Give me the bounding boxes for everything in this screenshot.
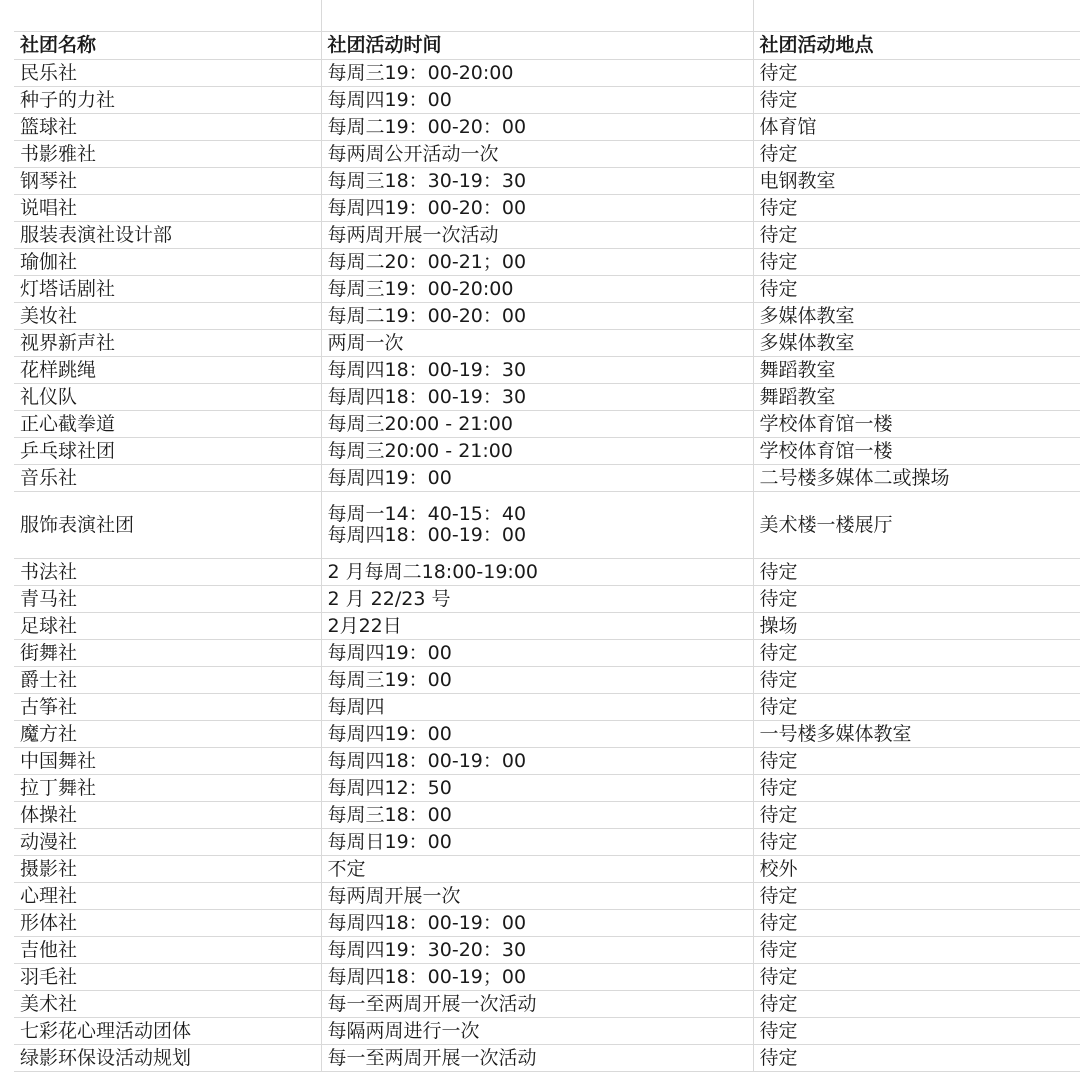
cell-activity-place[interactable]: 待定 [753,829,1080,856]
cell-activity-place[interactable]: 学校体育馆一楼 [753,411,1080,438]
time-line: 每周二19：00-20：00 [327,304,527,327]
time-line: 2 月 22/23 号 [327,587,451,610]
time-line: 每周四19：00 [327,722,452,745]
cell-club-name[interactable]: 形体社 [14,910,321,937]
time-line: 每周三19：00 [327,668,452,691]
cell-activity-place[interactable]: 待定 [753,60,1080,87]
cell-activity-time[interactable] [321,856,753,883]
time-line: 每周四18：00-19：30 [327,385,527,408]
table-row [14,802,1080,829]
cell-activity-place[interactable]: 校外 [753,856,1080,883]
time-line: 每周四19：00 [327,88,452,111]
column-divider [753,0,754,31]
cell-club-name[interactable]: 动漫社 [14,829,321,856]
table-row [14,222,1080,249]
cell-activity-place[interactable]: 体育馆 [753,114,1080,141]
cell-club-name[interactable]: 古筝社 [14,694,321,721]
cell-activity-place[interactable]: 一号楼多媒体教室 [753,721,1080,748]
table-row [14,411,1080,438]
time-line: 每两周公开活动一次 [327,142,499,165]
table-row [14,60,1080,87]
header-activity-place[interactable]: 社团活动地点 [753,32,1080,60]
cell-club-name[interactable]: 羽毛社 [14,964,321,991]
time-line: 2 月每周二18:00-19:00 [327,560,538,583]
cell-activity-place[interactable]: 操场 [753,613,1080,640]
cell-activity-place[interactable]: 二号楼多媒体二或操场 [753,465,1080,492]
time-line: 每周日19：00 [327,830,452,853]
table-row [14,613,1080,640]
cell-activity-time[interactable] [321,276,753,303]
cell-activity-place[interactable]: 待定 [753,775,1080,802]
table-row [14,586,1080,613]
cell-club-name[interactable]: 视界新声社 [14,330,321,357]
cell-activity-place[interactable]: 学校体育馆一楼 [753,438,1080,465]
cell-club-name[interactable]: 青马社 [14,586,321,613]
cell-activity-place[interactable]: 待定 [753,640,1080,667]
time-line: 每周四18：00-19：00 [327,749,527,772]
cell-club-name[interactable]: 中国舞社 [14,748,321,775]
time-line: 每周四18：00-19：00 [327,524,527,546]
cell-activity-time[interactable] [321,222,753,249]
cell-activity-time[interactable] [321,802,753,829]
table-row [14,883,1080,910]
table-row [14,640,1080,667]
cell-club-name[interactable]: 篮球社 [14,114,321,141]
time-line: 每周四19：00 [327,641,452,664]
table-row [14,559,1080,586]
time-line: 每周四18：00-19：30 [327,358,527,381]
time-line: 不定 [327,857,366,880]
cell-club-name[interactable]: 服装表演社设计部 [14,222,321,249]
time-line: 每周四19：30-20：30 [327,938,527,961]
table-row [14,1018,1080,1045]
table-row [14,303,1080,330]
table-row [14,667,1080,694]
time-line: 每周二20：00-21；00 [327,250,527,273]
cell-activity-place[interactable]: 多媒体教室 [753,303,1080,330]
cell-club-name[interactable]: 种子的力社 [14,87,321,114]
table-row [14,87,1080,114]
cell-activity-time[interactable] [321,829,753,856]
cell-activity-time[interactable] [321,168,753,195]
cell-activity-time[interactable] [321,748,753,775]
cell-activity-place[interactable]: 待定 [753,694,1080,721]
cell-activity-time[interactable] [321,114,753,141]
table-row [14,384,1080,411]
time-line: 每周三20:00 - 21:00 [327,412,513,435]
cell-club-name[interactable]: 爵士社 [14,667,321,694]
table-row [14,168,1080,195]
blank-top-row [0,0,1080,31]
table-row [14,721,1080,748]
cell-activity-time[interactable] [321,721,753,748]
cell-activity-place[interactable]: 待定 [753,87,1080,114]
time-line: 每周四18：00-19；00 [327,965,527,988]
cell-activity-time[interactable] [321,1018,753,1045]
table-row [14,357,1080,384]
header-activity-time[interactable]: 社团活动时间 [321,32,753,60]
cell-activity-time[interactable] [321,964,753,991]
table-row [14,910,1080,937]
table-row [14,492,1080,559]
cell-activity-time[interactable] [321,991,753,1018]
cell-club-name[interactable]: 说唱社 [14,195,321,222]
cell-club-name[interactable]: 街舞社 [14,640,321,667]
time-line: 每周四19：00 [327,466,452,489]
cell-club-name[interactable]: 音乐社 [14,465,321,492]
time-line: 每周二19：00-20：00 [327,115,527,138]
cell-club-name[interactable]: 心理社 [14,883,321,910]
cell-activity-time[interactable] [321,195,753,222]
cell-activity-time[interactable] [321,60,753,87]
table-row [14,1045,1080,1072]
time-line: 每周一14：40-15：40 [327,503,527,525]
cell-activity-place[interactable]: 待定 [753,910,1080,937]
cell-club-name[interactable]: 民乐社 [14,60,321,87]
time-line: 每隔两周进行一次 [327,1019,480,1042]
table-row [14,465,1080,492]
table-row [14,856,1080,883]
table-row [14,114,1080,141]
table-row [14,195,1080,222]
time-line: 2月22日 [327,614,402,637]
time-line: 两周一次 [327,331,404,354]
cell-club-name[interactable]: 书影雅社 [14,141,321,168]
cell-activity-time[interactable] [321,87,753,114]
cell-activity-place[interactable]: 待定 [753,276,1080,303]
cell-activity-time[interactable] [321,438,753,465]
cell-activity-place[interactable]: 待定 [753,883,1080,910]
time-line: 每两周开展一次活动 [327,223,499,246]
cell-activity-place[interactable]: 待定 [753,222,1080,249]
table-row [14,330,1080,357]
cell-activity-place[interactable]: 电钢教室 [753,168,1080,195]
cell-activity-place[interactable]: 待定 [753,195,1080,222]
cell-club-name[interactable]: 七彩花心理活动团体 [14,1018,321,1045]
cell-club-name[interactable]: 美妆社 [14,303,321,330]
club-schedule-table [14,31,1080,1072]
cell-club-name[interactable]: 礼仪队 [14,384,321,411]
cell-club-name[interactable]: 书法社 [14,559,321,586]
table-row [14,276,1080,303]
cell-activity-place[interactable]: 待定 [753,964,1080,991]
cell-activity-place[interactable]: 待定 [753,1045,1080,1072]
cell-activity-place[interactable]: 美术楼一楼展厅 [753,492,1080,559]
cell-activity-time[interactable] [321,303,753,330]
cell-activity-time[interactable] [321,330,753,357]
cell-activity-time[interactable] [321,586,753,613]
cell-club-name[interactable]: 服饰表演社团 [14,492,321,559]
time-line: 每一至两周开展一次活动 [327,992,537,1015]
time-line: 每周四18：00-19：00 [327,911,527,934]
header-row [14,32,1080,60]
cell-activity-time[interactable] [321,465,753,492]
cell-club-name[interactable]: 绿影环保设活动规划 [14,1045,321,1072]
cell-activity-time[interactable] [321,1045,753,1072]
time-line: 每周三20:00 - 21:00 [327,439,513,462]
cell-activity-place[interactable]: 待定 [753,249,1080,276]
cell-club-name[interactable]: 魔方社 [14,721,321,748]
cell-club-name[interactable]: 体操社 [14,802,321,829]
cell-activity-place[interactable]: 待定 [753,802,1080,829]
table-row [14,748,1080,775]
cell-activity-time[interactable] [321,694,753,721]
cell-activity-place[interactable]: 待定 [753,1018,1080,1045]
cell-activity-time[interactable] [321,384,753,411]
cell-activity-place[interactable]: 待定 [753,141,1080,168]
time-line: 每周四19：00-20：00 [327,196,527,219]
table-row [14,694,1080,721]
time-line: 每一至两周开展一次活动 [327,1046,537,1069]
cell-activity-time[interactable] [321,883,753,910]
cell-activity-time[interactable] [321,613,753,640]
time-line: 每两周开展一次 [327,884,461,907]
cell-club-name[interactable]: 灯塔话剧社 [14,276,321,303]
table-body [14,32,1080,1072]
cell-activity-time[interactable] [321,640,753,667]
cell-club-name[interactable]: 拉丁舞社 [14,775,321,802]
time-line: 每周四 [327,695,385,718]
header-club-name[interactable]: 社团名称 [14,32,321,60]
cell-club-name[interactable]: 花样跳绳 [14,357,321,384]
cell-club-name[interactable]: 正心截拳道 [14,411,321,438]
table-row [14,141,1080,168]
table-row [14,991,1080,1018]
table-row [14,775,1080,802]
cell-activity-place[interactable]: 舞蹈教室 [753,357,1080,384]
column-divider [321,0,322,31]
cell-activity-place[interactable]: 待定 [753,586,1080,613]
cell-activity-time[interactable] [321,249,753,276]
time-line: 每周三19：00-20:00 [327,61,514,84]
cell-activity-place[interactable]: 舞蹈教室 [753,384,1080,411]
cell-activity-time[interactable] [321,141,753,168]
cell-activity-time[interactable] [321,411,753,438]
cell-club-name[interactable]: 乒乓球社团 [14,438,321,465]
cell-club-name[interactable]: 足球社 [14,613,321,640]
cell-club-name[interactable]: 美术社 [14,991,321,1018]
table-row [14,249,1080,276]
cell-activity-time[interactable] [321,910,753,937]
time-line: 每周四12：50 [327,776,452,799]
cell-activity-time[interactable] [321,357,753,384]
time-line: 每周三18：00 [327,803,452,826]
cell-activity-place[interactable]: 待定 [753,667,1080,694]
cell-activity-place[interactable]: 待定 [753,937,1080,964]
cell-activity-time[interactable] [321,559,753,586]
table-row [14,964,1080,991]
cell-club-name[interactable]: 摄影社 [14,856,321,883]
cell-activity-time[interactable] [321,775,753,802]
cell-activity-time[interactable] [321,937,753,964]
time-line: 每周三18：30-19：30 [327,169,527,192]
cell-activity-place[interactable]: 待定 [753,991,1080,1018]
cell-activity-place[interactable]: 待定 [753,748,1080,775]
cell-activity-time[interactable] [321,492,753,559]
cell-activity-place[interactable]: 多媒体教室 [753,330,1080,357]
cell-activity-time[interactable] [321,667,753,694]
cell-club-name[interactable]: 钢琴社 [14,168,321,195]
table-row [14,937,1080,964]
table-row [14,438,1080,465]
cell-club-name[interactable]: 吉他社 [14,937,321,964]
table-row [14,829,1080,856]
cell-club-name[interactable]: 瑜伽社 [14,249,321,276]
time-line: 每周三19：00-20:00 [327,277,514,300]
cell-activity-place[interactable]: 待定 [753,559,1080,586]
